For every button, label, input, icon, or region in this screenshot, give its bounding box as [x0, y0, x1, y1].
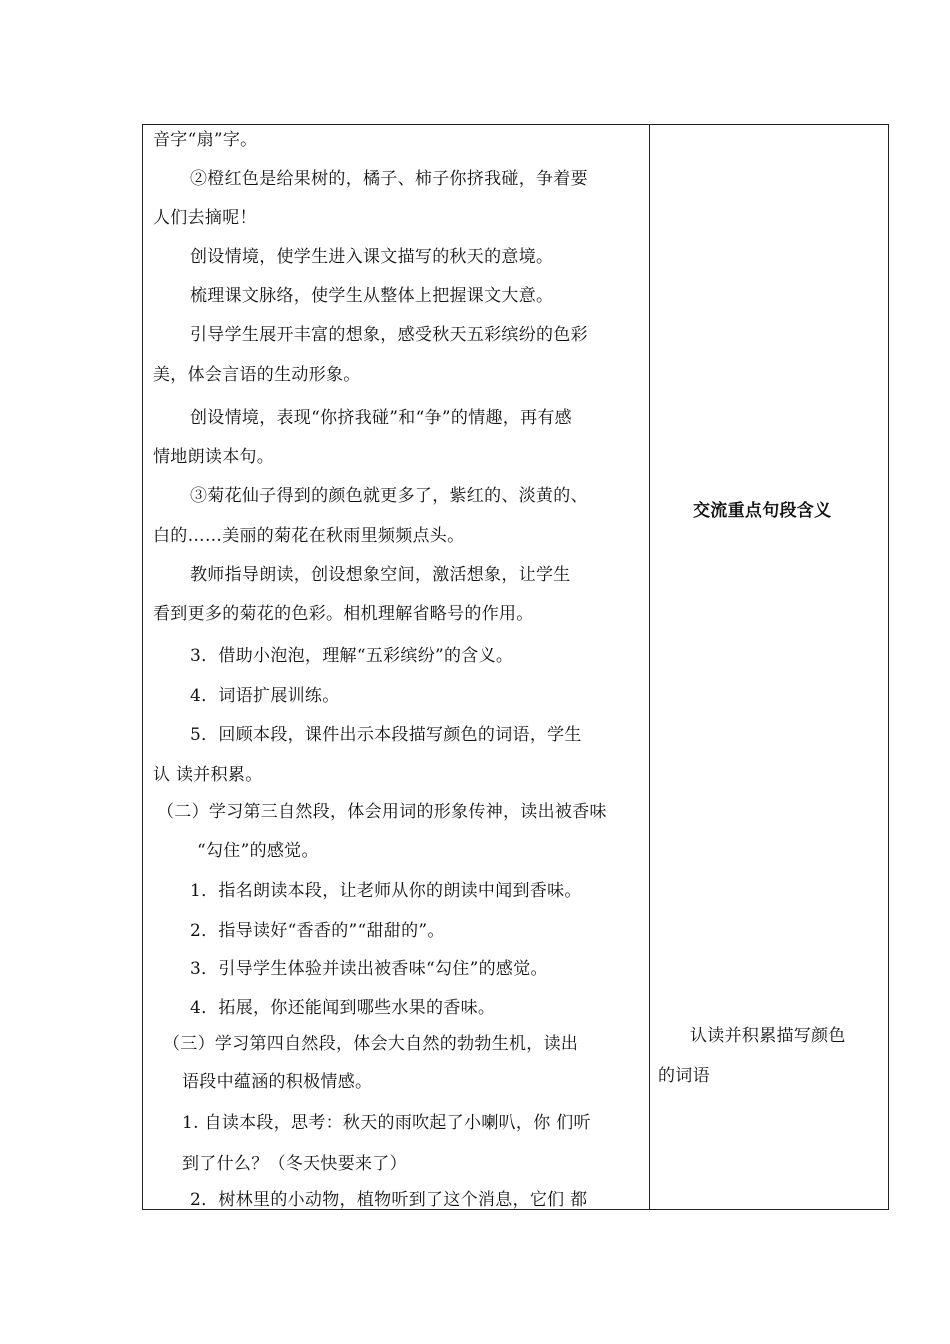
text-line: “勾住”的感觉。 [197, 841, 319, 861]
text-line: （三）学习第四自然段，体会大自然的勃勃生机，读出 [163, 1034, 579, 1054]
text-line: 引导学生展开丰富的想象，感受秋天五彩缤纷的色彩 [190, 325, 588, 345]
text-line: 2．指导读好“香香的”“甜甜的”。 [190, 921, 445, 941]
teaching-process-column [143, 125, 649, 1209]
text-line: 情地朗读本句。 [153, 447, 275, 467]
notes-text-line: 认读并积累描写颜色 [690, 1026, 846, 1046]
text-line: 5．回顾本段，课件出示本段描写颜色的词语，学生 [190, 725, 582, 745]
text-line: ③菊花仙子得到的颜色就更多了，紫红的、淡黄的、 [190, 486, 588, 506]
text-line: 语段中蕴涵的积极情感。 [182, 1072, 373, 1092]
text-line: （二）学习第三自然段，体会用词的形象传神，读出被香味 [157, 802, 607, 822]
text-line: 创设情境，表现“你挤我碰”和“争”的情趣，再有感 [190, 408, 572, 428]
lesson-plan-table [142, 124, 889, 1210]
text-line: 人们去摘呢！ [153, 208, 257, 228]
text-line: 音字“扇”字。 [153, 130, 258, 150]
text-line: 到了什么？（冬天快要来了） [182, 1154, 407, 1174]
notes-text-line: 的词语 [658, 1066, 710, 1086]
text-line: 白的……美丽的菊花在秋雨里频频点头。 [153, 526, 465, 546]
text-line: 4．拓展，你还能闻到哪些水果的香味。 [190, 998, 496, 1018]
text-line: ②橙红色是给果树的，橘子、柿子你挤我碰，争着要 [190, 169, 588, 189]
text-line: 创设情境，使学生进入课文描写的秋天的意境。 [190, 247, 554, 267]
text-line: 看到更多的菊花的色彩。相机理解省略号的作用。 [153, 604, 534, 624]
text-line: 3．引导学生体验并读出被香味“勾住”的感觉。 [190, 959, 548, 979]
text-line: 认 读并积累。 [153, 765, 263, 785]
text-line: 2．树林里的小动物，植物听到了这个消息，它们 都 [190, 1190, 588, 1210]
key-sentences-heading: 交流重点句段含义 [693, 501, 832, 521]
text-line: 教师指导朗读，创设想象空间，激活想象，让学生 [190, 565, 571, 585]
text-line: 3．借助小泡泡，理解“五彩缤纷”的含义。 [190, 646, 514, 666]
text-line: 1. 自读本段，思考：秋天的雨吹起了小喇叭，你 们听 [182, 1113, 591, 1133]
text-line: 梳理课文脉络，使学生从整体上把握课文大意。 [190, 286, 554, 306]
text-line: 美，体会言语的生动形象。 [153, 365, 361, 385]
text-line: 4．词语扩展训练。 [190, 686, 340, 706]
notes-column [650, 125, 889, 1209]
text-line: 1．指名朗读本段，让老师从你的朗读中闻到香味。 [190, 881, 582, 901]
